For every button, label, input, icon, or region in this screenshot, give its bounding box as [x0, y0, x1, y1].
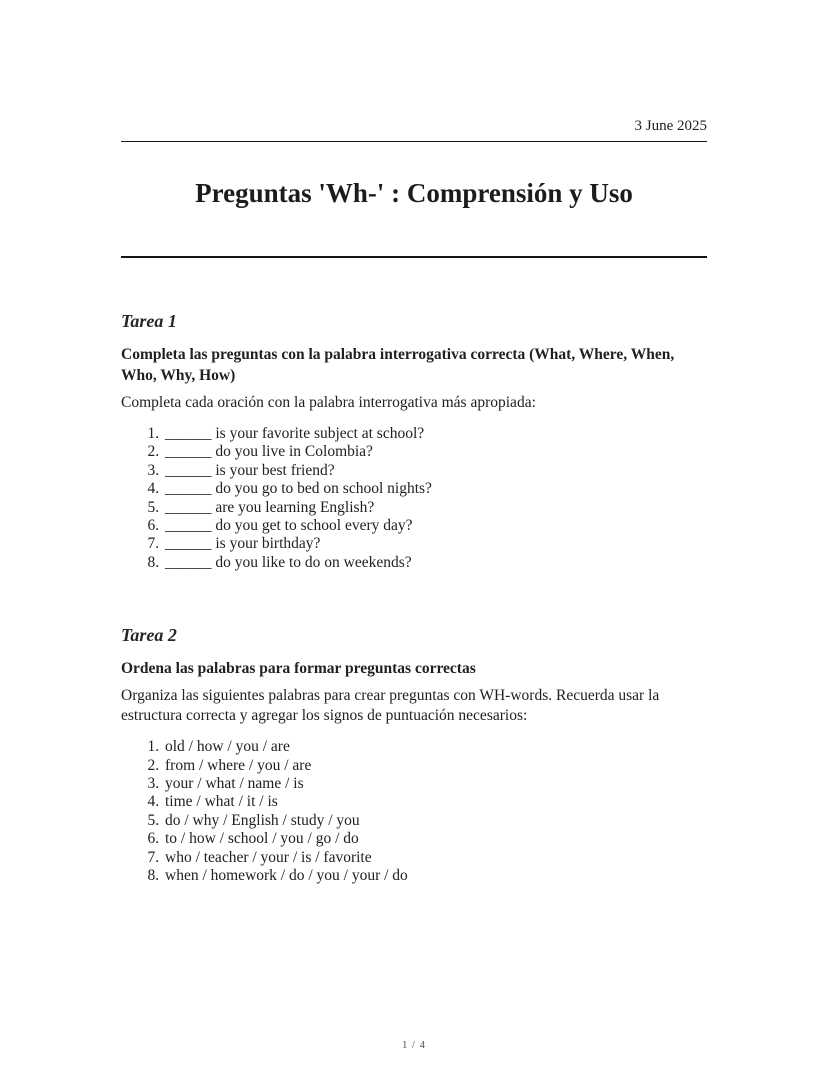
list-item: 1. ______ is your favorite subject at school? — [163, 425, 707, 443]
list-item: 4. time / what / it / is — [163, 793, 707, 811]
task-2-description: Organiza las siguientes palabras para crear preguntas con WH-words. Recuerda usar la estructura correcta y agregar los signos de puntuación necesarios: — [121, 687, 660, 725]
list-item: 8. when / homework / do / you / your / do — [163, 867, 707, 885]
list-item: 3. your / what / name / is — [163, 775, 707, 793]
title-rule — [121, 256, 707, 258]
list-item: 2. ______ do you live in Colombia? — [163, 443, 707, 461]
header-rule — [121, 141, 707, 142]
list-item: 5. ______ are you learning English? — [163, 499, 707, 517]
list-item: 2. from / where / you / are — [163, 757, 707, 775]
list-item: 4. ______ do you go to bed on school nights? — [163, 480, 707, 498]
list-item: 1. old / how / you / are — [163, 738, 707, 756]
task-2-heading: Tarea 2 — [121, 625, 177, 646]
list-item: 7. who / teacher / your / is / favorite — [163, 849, 707, 867]
task-1-heading: Tarea 1 — [121, 311, 177, 331]
list-item: 6. ______ do you get to school every day? — [163, 517, 707, 535]
list-item: 7. ______ is your birthday? — [163, 535, 707, 553]
document-date: 3 June 2025 — [634, 118, 707, 134]
list-item: 8. ______ do you like to do on weekends? — [163, 554, 707, 572]
list-item: 3. ______ is your best friend? — [163, 462, 707, 480]
task-1-list — [121, 425, 707, 572]
task-2-instruction: Ordena las palabras para formar preguntas correctas — [121, 660, 476, 678]
page-number: 1 / 4 — [402, 1040, 426, 1051]
task-1-section — [121, 310, 707, 572]
task-2-list — [121, 738, 707, 885]
task-1-instruction: Completa las preguntas con la palabra interrogativa correcta (What, Where, When, Who, Why, How) — [121, 346, 675, 384]
task-2-section — [121, 624, 707, 885]
list-item: 5. do / why / English / study / you — [163, 812, 707, 830]
list-item: 6. to / how / school / you / go / do — [163, 830, 707, 848]
task-1-description: Completa cada oración con la palabra interrogativa más apropiada: — [121, 394, 536, 411]
page-title: Preguntas 'Wh-' : Comprensión y Uso — [195, 178, 633, 208]
